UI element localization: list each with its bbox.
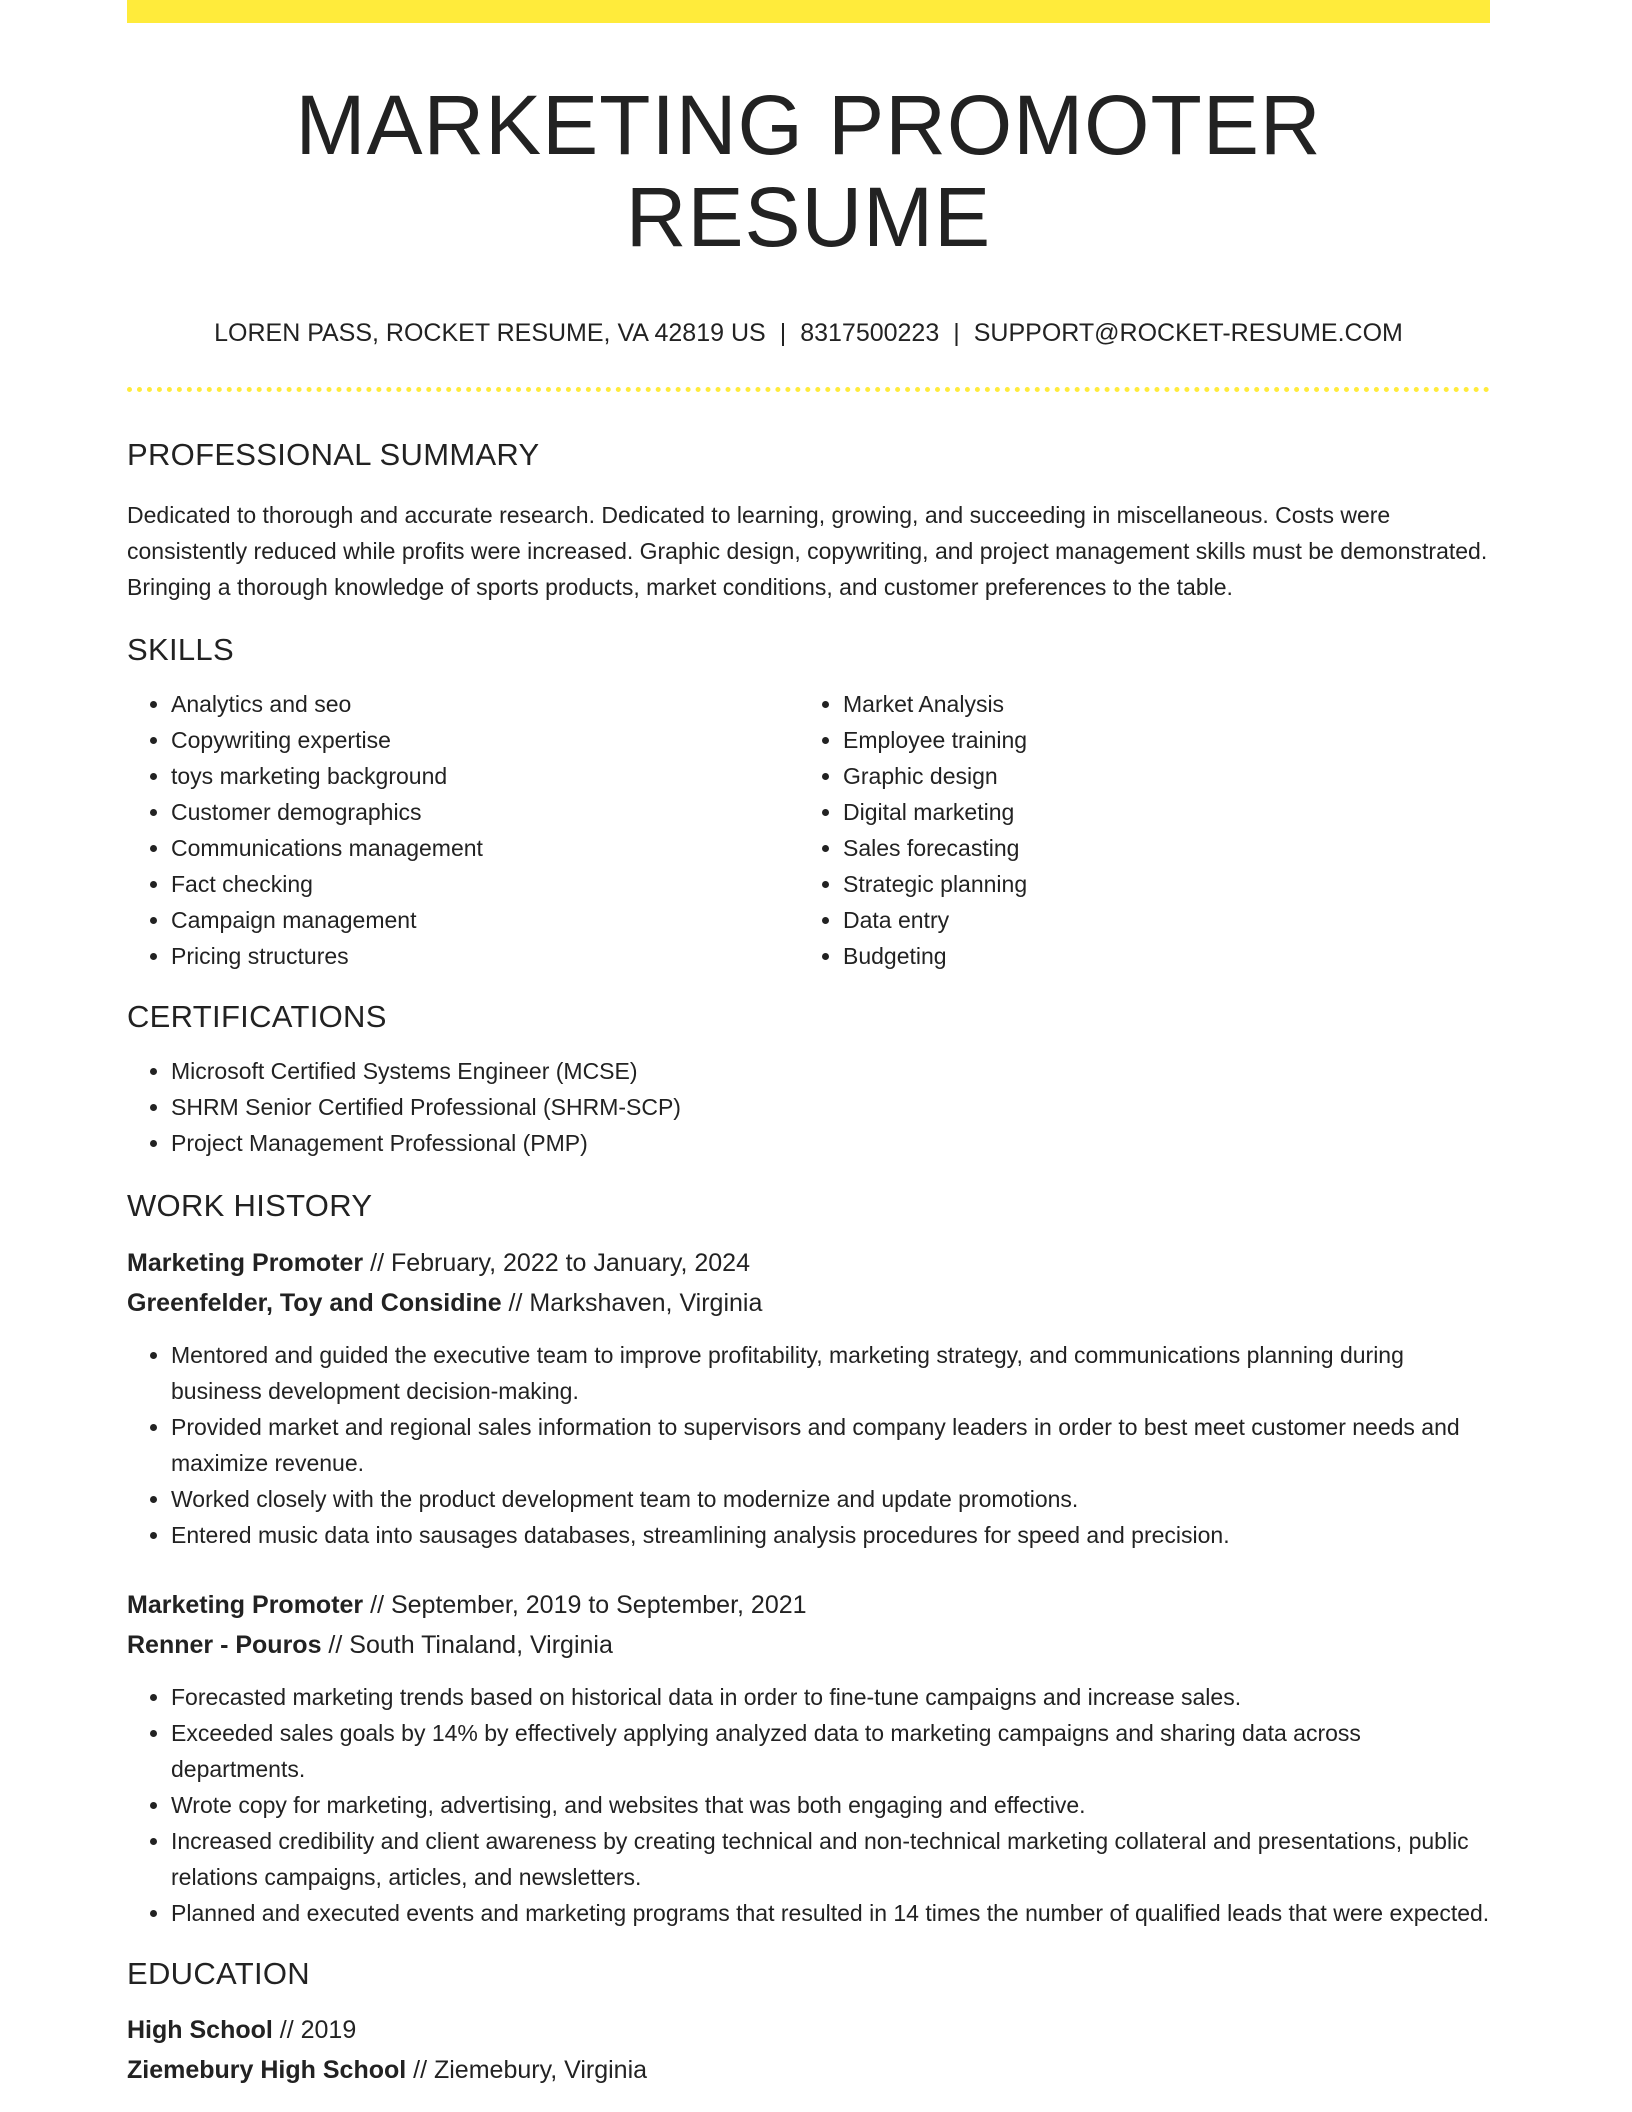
job-bullets [127,1679,1490,1931]
skill-item: • Strategic planning [843,866,1471,902]
skills-heading: SKILLS [127,631,234,667]
education-entry [127,2010,1490,2090]
skill-item: • Sales forecasting [843,830,1471,866]
job-entry [127,1585,1490,1931]
contact-phone: 8317500223 [800,318,940,347]
skill-item: • toys marketing background [171,758,799,794]
job-company: Renner - Pouros [127,1630,322,1659]
job-dates: // September, 2019 to September, 2021 [363,1590,807,1619]
skill-item: • Customer demographics [171,794,799,830]
job-role: Marketing Promoter [127,1248,364,1277]
job-bullet: • Worked closely with the product development team to modernize and update promotions. [171,1481,1490,1517]
skill-item: • Copywriting expertise [171,722,799,758]
skill-item: • Employee training [843,722,1471,758]
certification-item: • SHRM Senior Certified Professional (SHRM-SCP) [171,1089,1490,1125]
skills-grid [127,686,1490,974]
education-degree-line [127,2010,1490,2050]
skill-item: • Data entry [843,902,1471,938]
skill-item: • Graphic design [843,758,1471,794]
job-location: // South Tinaland, Virginia [321,1630,613,1659]
contact-separator: | [779,318,787,347]
skill-item: • Fact checking [171,866,799,902]
education-year: // 2019 [272,2015,357,2044]
resume-page [127,0,1490,2090]
job-bullets [127,1337,1490,1553]
job-location: // Markshaven, Virginia [501,1288,763,1317]
skill-item: • Analytics and seo [171,686,799,722]
dotted-divider [127,387,1490,392]
job-company: Greenfelder, Toy and Considine [127,1288,502,1317]
job-bullet: • Forecasted marketing trends based on historical data in order to fine-tune campaigns and increase sales. [171,1679,1490,1715]
contact-line [127,318,1490,348]
summary-heading: PROFESSIONAL SUMMARY [127,436,540,472]
skill-item: • Budgeting [843,938,1471,974]
job-bullet: • Wrote copy for marketing, advertising, and websites that was both engaging and effective. [171,1787,1490,1823]
education-school: Ziemebury High School [127,2055,407,2084]
job-entry [127,1243,1490,1553]
skill-item: • Pricing structures [171,938,799,974]
job-bullet: • Exceeded sales goals by 14% by effectively applying analyzed data to marketing campaigns and sharing data across departments. [171,1715,1490,1787]
skill-item: • Digital marketing [843,794,1471,830]
skill-item: • Market Analysis [843,686,1471,722]
skill-item: • Campaign management [171,902,799,938]
work-history-heading: WORK HISTORY [127,1188,373,1224]
job-bullet: • Provided market and regional sales information to supervisors and company leaders in order to best meet customer needs and maximize revenue. [171,1409,1490,1481]
job-company-line [127,1625,1490,1665]
contact-address: LOREN PASS, ROCKET RESUME, VA 42819 US [214,318,766,347]
resume-title: MARKETING PROMOTER RESUME [295,78,1322,265]
skills-list-left [127,686,799,974]
education-location: // Ziemebury, Virginia [406,2055,648,2084]
summary-text: Dedicated to thorough and accurate research. Dedicated to learning, growing, and succeeding in miscellaneous. Costs were consistently reduced while profits were increased. Graphic design, copywriting, and project management skills must be demonstrated. Bringing a thorough knowledge of sports products, market conditions, and customer preferences to the table. [127,501,1488,600]
job-role-line [127,1243,1490,1283]
job-bullet: • Entered music data into sausages databases, streamlining analysis procedures for speed and precision. [171,1517,1490,1553]
job-bullet: • Planned and executed events and marketing programs that resulted in 14 times the number of qualified leads that were expected. [171,1895,1490,1931]
job-bullet: • Increased credibility and client awareness by creating technical and non-technical marketing collateral and presentations, public relations campaigns, articles, and newsletters. [171,1823,1490,1895]
certification-item: • Microsoft Certified Systems Engineer (MCSE) [171,1053,1490,1089]
certifications-list [127,1053,1490,1161]
contact-email[interactable]: SUPPORT@ROCKET-RESUME.COM [973,318,1403,347]
job-dates: // February, 2022 to January, 2024 [363,1248,750,1277]
education-heading: EDUCATION [127,1955,310,1991]
skill-item: • Communications management [171,830,799,866]
accent-top-bar [127,0,1490,23]
job-role-line [127,1585,1490,1625]
contact-separator: | [953,318,960,347]
certification-item: • Project Management Professional (PMP) [171,1125,1490,1161]
skills-list-right [799,686,1471,974]
education-school-line [127,2050,1490,2090]
certifications-heading: CERTIFICATIONS [127,999,387,1035]
job-bullet: • Mentored and guided the executive team to improve profitability, marketing strategy, and communications planning during business development decision-making. [171,1337,1490,1409]
job-role: Marketing Promoter [127,1590,364,1619]
education-degree: High School [127,2015,273,2044]
job-company-line [127,1283,1490,1323]
